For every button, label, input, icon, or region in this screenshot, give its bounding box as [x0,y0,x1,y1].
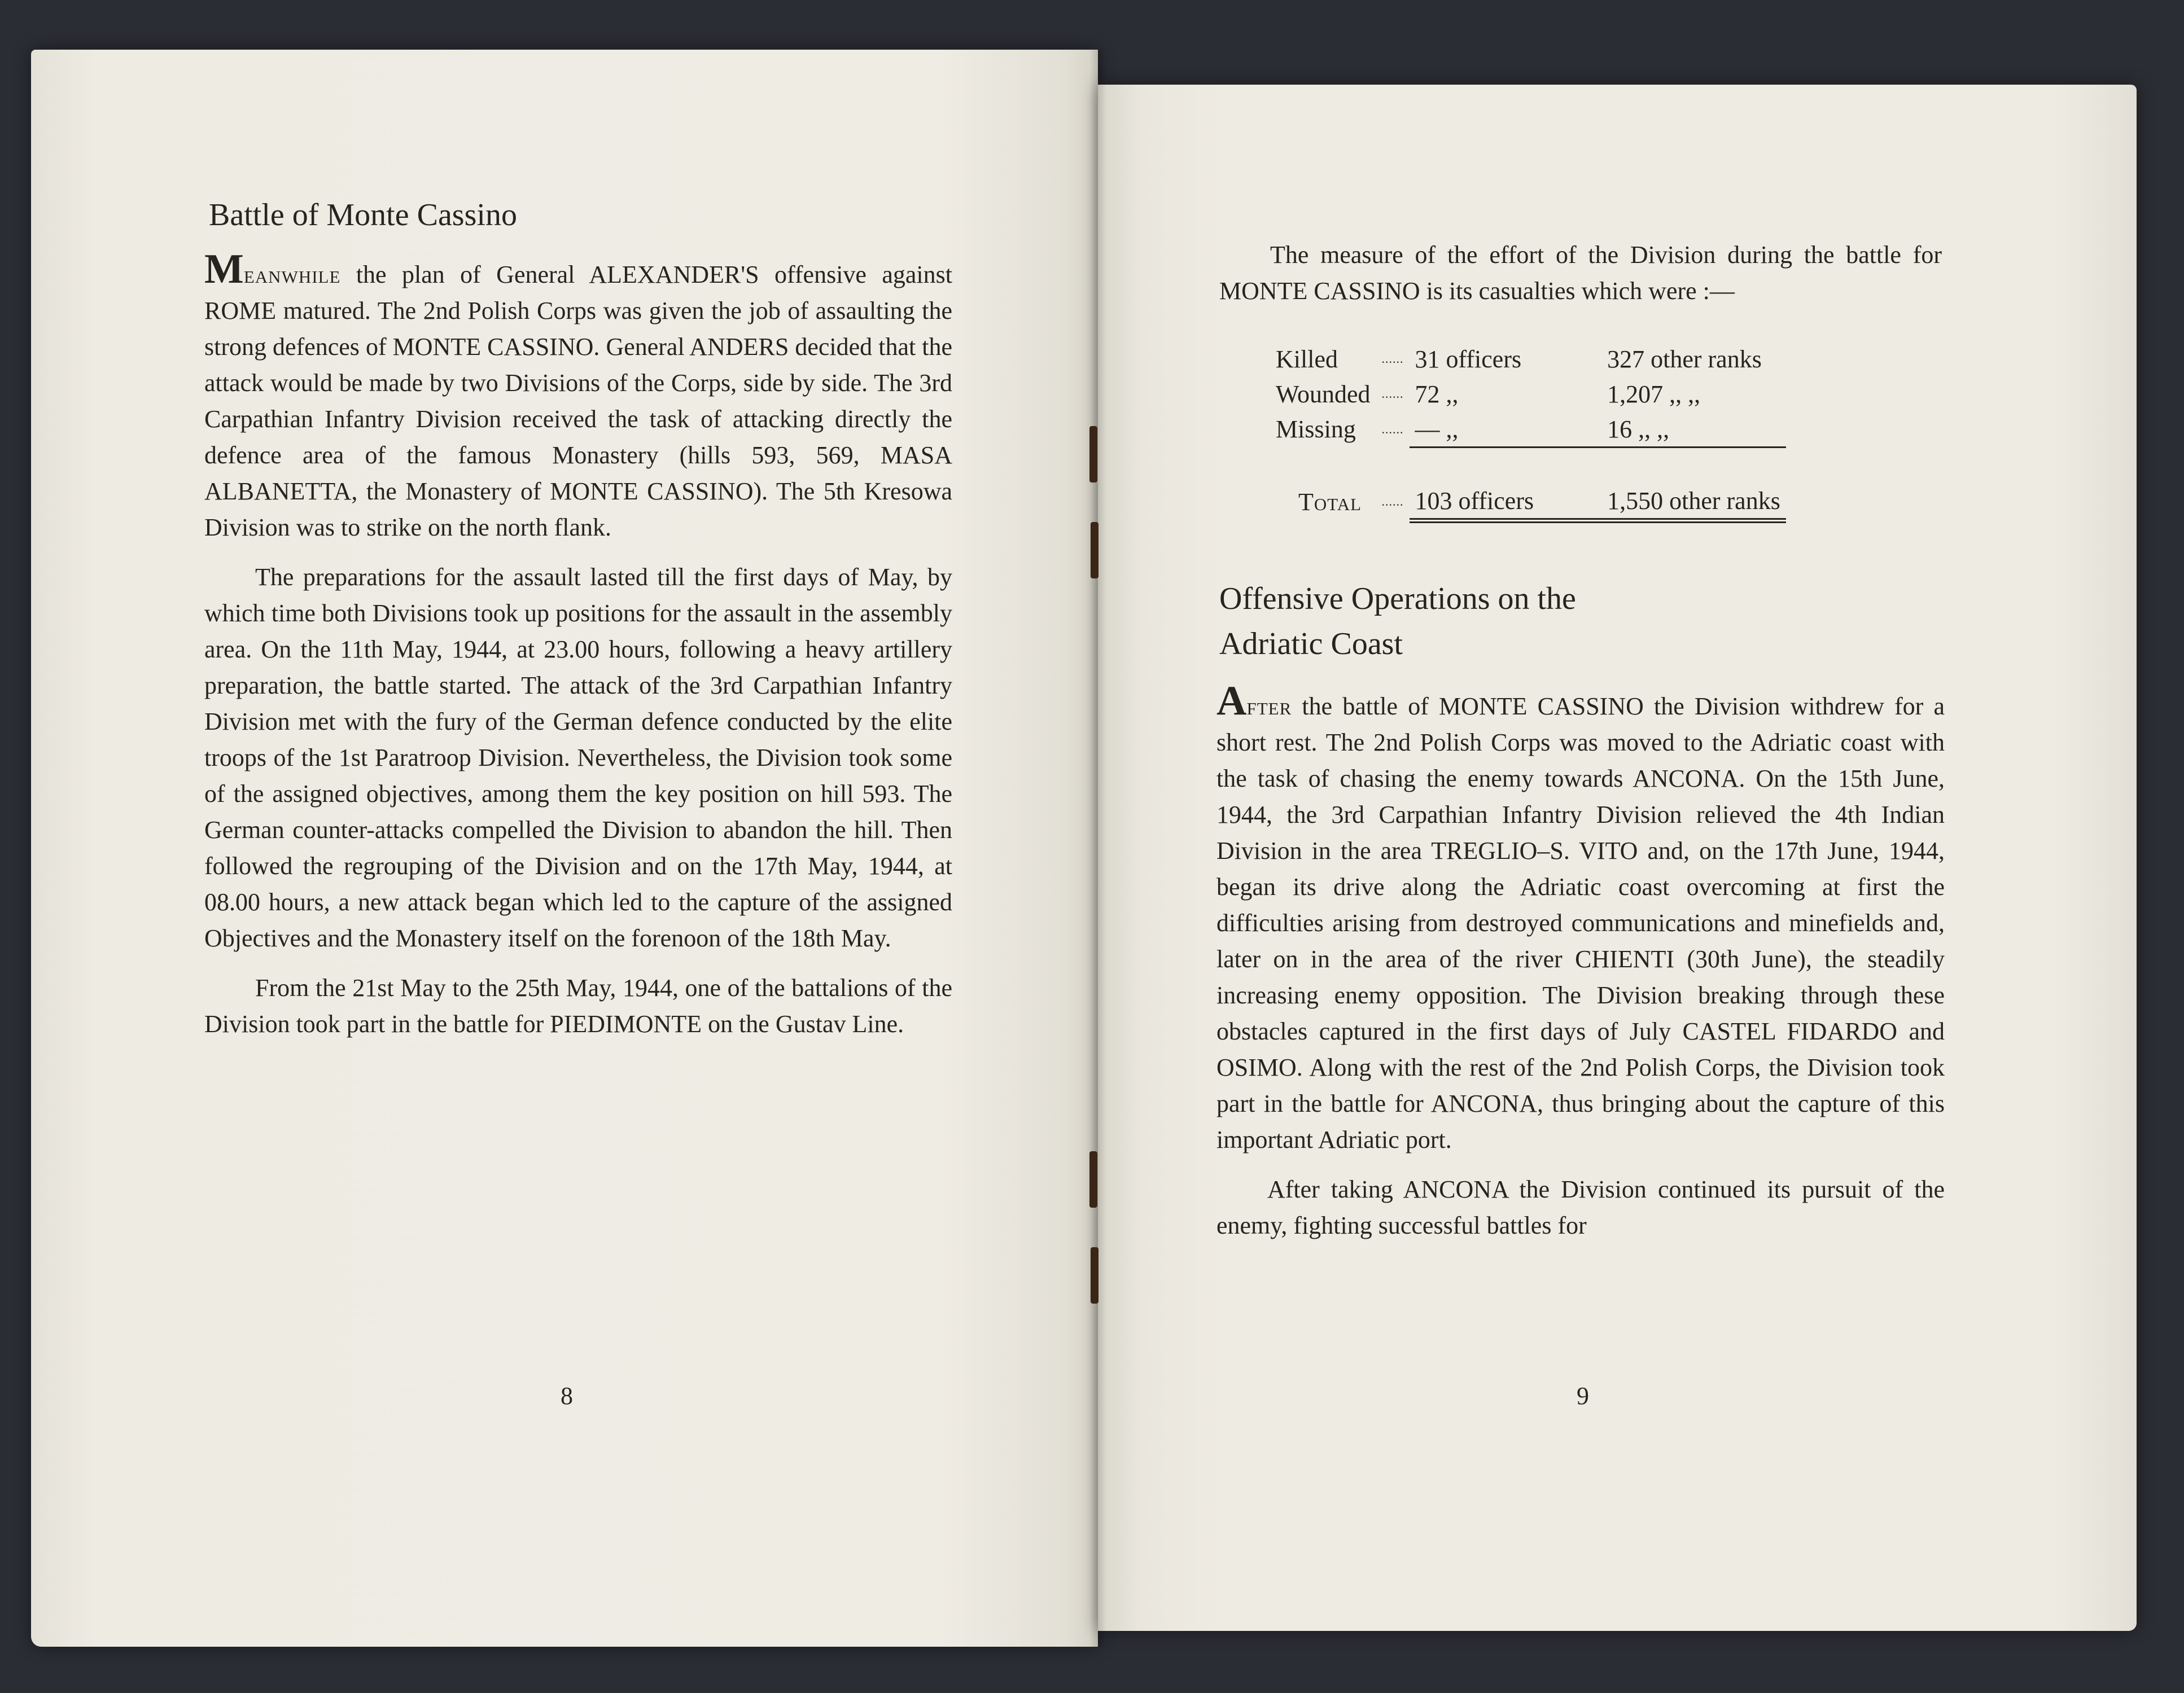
staple-top-upper [1089,426,1097,483]
paragraph-measure: The measure of the effort of the Division during the battle for MONTE CASSINO is its casualties which were :— [1219,241,1942,305]
page-number-right: 9 [1577,1382,1589,1410]
leader-dots: ...... [1381,494,1404,509]
paragraph-after-the-battle [1216,678,1945,1158]
left-page-body [204,246,952,1056]
table-row [1270,411,1786,448]
ranks-cell: 327 other ranks [1607,345,1762,373]
lead-word: fter [1246,692,1292,720]
page-number-left: 8 [561,1382,573,1410]
paragraph-text: the plan of General ALEXANDER'S offensive against ROME matured. The 2nd Polish Corps was given the job of assaulting the strong defences of MONTE CASSINO. General ANDERS decided that the attack would be made by two Divisions of the Corps, side by side. The 3rd Carpathian Infantry Division received the task of attacking directly the defence area of the famous Monastery (hills 593, 569, MASA ALBANETTA, the Monastery of MONTE CASSINO). The 5th Kresowa Division was to strike on the north flank. [204,261,952,541]
table-row [1270,341,1786,376]
book-spine [1089,50,1106,1647]
staple-top-lower [1091,522,1098,578]
officers-cell: — ,, [1410,411,1540,448]
section-heading-monte-cassino: Battle of Monte Cassino [209,198,517,233]
total-ranks-cell: 1,550 other ranks [1539,483,1786,521]
paragraph-after-taking-ancona: After taking ANCONA the Division continued its pursuit of the enemy, fighting successful battles for [1216,1176,1945,1239]
leader-dots: ...... [1381,387,1404,401]
table-row-total [1270,483,1786,521]
drop-cap: A [1216,678,1247,724]
staple-bottom-lower [1091,1247,1098,1304]
section-heading-offensive-line2: Adriatic Coast [1219,626,1403,661]
staple-bottom-upper [1089,1151,1097,1208]
row-label: Missing [1276,415,1356,444]
casualties-table [1270,341,1786,523]
drop-cap: M [204,246,244,292]
table-row [1270,376,1786,411]
right-page-intro [1219,237,1942,323]
section-heading-offensive-line1: Offensive Operations on the [1219,581,1576,616]
total-label: Total [1298,488,1362,516]
officers-cell: 31 officers [1415,345,1522,373]
leader-dots: ...... [1381,422,1404,436]
lead-word: eanwhile [243,261,341,288]
leader-dots: ...... [1381,352,1404,366]
paragraph-piedimonte: From the 21st May to the 25th May, 1944, one of the battalions of the Division took part in the battle for PIEDIMONTE on the Gustav Line. [204,974,952,1038]
right-page-body [1216,678,1945,1257]
paragraph-meanwhile [204,246,952,546]
paragraph-preparations: The preparations for the assault lasted till the first days of May, by which time both Divisions took up positions for the assault in the assembly area. On the 11th May, 1944, at 23.00 hours, following a heavy artillery preparation, the battle started. The attack of the 3rd Carpathian Infantry Division met with the fury of the German defence conducted by the elite troops of the 1st Paratroop Division. Nevertheless, the Division took some of the assigned objectives, among them the key position on hill 593. The German counter-attacks compelled the Division to abandon the hill. Then followed the regrouping of the Division and on the 17th May, 1944, at 08.00 hours, a new attack began which led to the capture of the assigned Objectives and the Monastery itself on the forenoon of the 18th May. [204,563,952,952]
spacer-row [1270,448,1786,484]
ranks-cell: 1,207 ,, ,, [1607,380,1701,408]
paragraph-text: the battle of MONTE CASSINO the Division withdrew for a short rest. The 2nd Polish Corps was moved to the Adriatic coast with the task of chasing the enemy towards ANCONA. On the 15th June, 1944, the 3rd Carpathian Infantry Division relieved the 4th Indian Division in the area TREGLIO–S. VITO and, on the 17th June, 1944, began its drive along the Adriatic coast overcoming at first the difficulties arising from destroyed communications and minefields and, later on in the area of the river CHIENTI (30th June), the steadily increasing enemy opposition. The Division breaking through these obstacles captured in the first days of July CASTEL FIDARDO and OSIMO. Along with the rest of the 2nd Polish Corps, the Division took part in the battle for ANCONA, thus bringing about the capture of this important Adriatic port. [1216,692,1945,1153]
total-officers-cell: 103 officers [1410,483,1540,521]
officers-cell: 72 ,, [1415,380,1459,408]
ranks-cell: 16 ,, ,, [1539,411,1786,448]
row-label: Wounded [1276,380,1371,408]
row-label: Killed [1276,345,1338,373]
